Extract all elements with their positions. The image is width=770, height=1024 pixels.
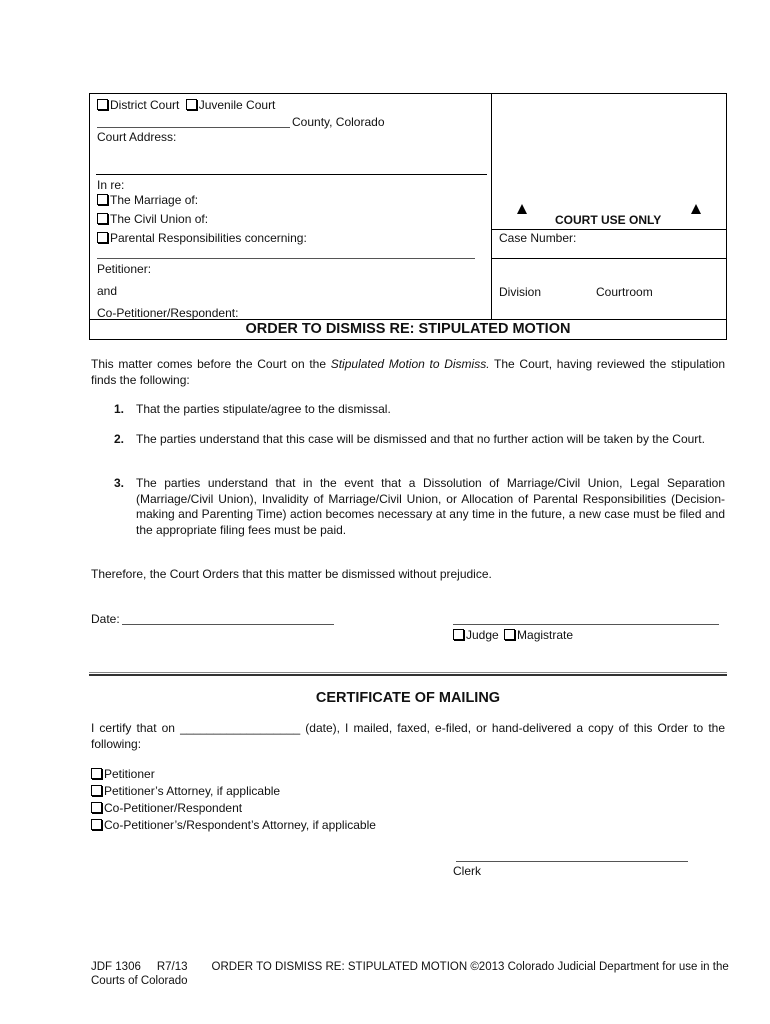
- recipient-option[interactable]: Petitioner’s Attorney, if applicable: [91, 784, 280, 798]
- checkbox-icon[interactable]: [91, 802, 102, 813]
- checkbox-icon[interactable]: [91, 785, 102, 796]
- footer-form: JDF 1306 R7/13 ORDER TO DISMISS RE: STIPULATED MOTION ©2013 Colorado Judicial Department for use in the: [91, 961, 729, 973]
- footer-line2: Courts of Colorado: [91, 975, 188, 987]
- order-text: Therefore, the Court Orders that this matter be dismissed without prejudice.: [91, 567, 492, 581]
- district-court-option[interactable]: District Court Juvenile Court: [97, 98, 275, 112]
- checkbox-icon[interactable]: [453, 629, 464, 640]
- recipient-option[interactable]: Co-Petitioner/Respondent: [91, 801, 242, 815]
- division-label: Division: [499, 285, 542, 299]
- judge-magistrate-options[interactable]: Judge Magistrate: [453, 628, 573, 642]
- checkbox-icon[interactable]: [186, 99, 197, 110]
- recipient-option[interactable]: Co-Petitioner’s/Respondent’s Attorney, if applicable: [91, 818, 376, 832]
- co-petitioner-label: Co-Petitioner/Respondent:: [97, 306, 239, 320]
- recipient-option[interactable]: Petitioner: [91, 767, 155, 781]
- finding-text: The parties understand that this case will be dismissed and that no further action will be taken by the Court.: [136, 432, 705, 446]
- civil-union-option[interactable]: The Civil Union of:: [97, 212, 208, 226]
- checkbox-icon[interactable]: [91, 768, 102, 779]
- court-use-only: COURT USE ONLY: [555, 213, 662, 227]
- and-label: and: [97, 284, 118, 298]
- date-label: Date:: [91, 612, 120, 626]
- intro-paragraph: This matter comes before the Court on the Stipulated Motion to Dismiss. The Court, having reviewed the stipulation finds the following:: [91, 357, 726, 387]
- court-address-label: Court Address:: [97, 130, 177, 144]
- county-blank: [97, 127, 290, 128]
- case-number-label: Case Number:: [499, 231, 577, 245]
- finding-text: That the parties stipulate/agree to the dismissal.: [136, 402, 391, 416]
- courtroom-label: Courtroom: [596, 285, 653, 299]
- arrow-up-icon: [691, 204, 701, 214]
- parental-option[interactable]: Parental Responsibilities concerning:: [97, 231, 307, 245]
- finding-number: 3.: [114, 476, 125, 490]
- certificate-title: CERTIFICATE OF MAILING: [315, 690, 501, 706]
- certificate-text: I certify that on __________________ (date), I mailed, faxed, e-filed, or hand-delivered a copy of this Order to the following:: [91, 721, 725, 751]
- county-label: County, Colorado: [292, 115, 385, 129]
- marriage-option[interactable]: The Marriage of:: [97, 193, 198, 207]
- finding-number: 2.: [114, 432, 125, 446]
- checkbox-icon[interactable]: [97, 232, 108, 243]
- checkbox-icon[interactable]: [504, 629, 515, 640]
- finding-text: The parties understand that in the event that a Dissolution of Marriage/Civil Union, Legal Separation (Marriage/Civil Union), Invalidity of Marriage/Civil Union, or Allocation of Parental Responsibilities (Decision-making and Parenting Time) action becomes necessary at any time in the future, a new case must be filed and the appropriate filing fees must be paid.: [136, 476, 725, 537]
- clerk-label: Clerk: [453, 864, 482, 878]
- checkbox-icon[interactable]: [97, 99, 108, 110]
- petitioner-label: Petitioner:: [97, 262, 152, 276]
- date-field[interactable]: [122, 624, 334, 625]
- in-re-label: In re:: [97, 178, 125, 192]
- checkbox-icon[interactable]: [91, 819, 102, 830]
- judge-signature-line[interactable]: [453, 624, 719, 625]
- finding-number: 1.: [114, 402, 125, 416]
- clerk-signature-line[interactable]: [456, 861, 688, 862]
- checkbox-icon[interactable]: [97, 213, 108, 224]
- arrow-up-icon: [517, 204, 527, 214]
- checkbox-icon[interactable]: [97, 194, 108, 205]
- page-title: ORDER TO DISMISS RE: STIPULATED MOTION: [245, 321, 571, 337]
